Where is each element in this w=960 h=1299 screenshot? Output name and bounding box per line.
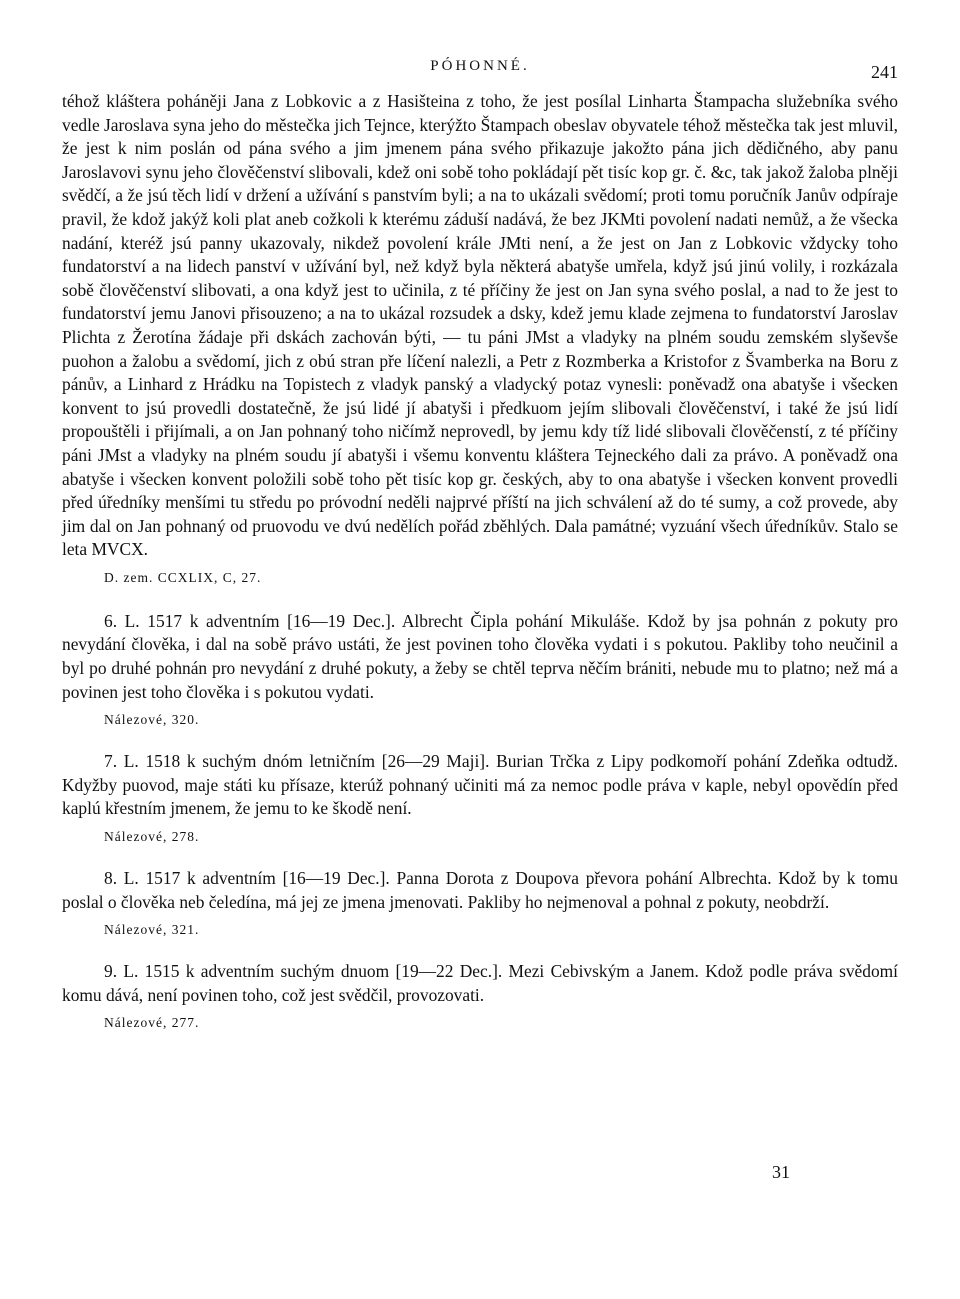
entry-text: 9. L. 1515 k adventním suchým dnuom [19—22 Dec.]. Mezi Cebivským a Janem. Kdož podle práva svědomí komu dává, není povinen toho, což jest svědčil, provozovati. bbox=[62, 961, 898, 1005]
intro-citation: D. zem. CCXLIX, C, 27. bbox=[104, 569, 262, 585]
entry-6 bbox=[62, 610, 898, 730]
entry-citation: Nálezové, 278. bbox=[104, 829, 200, 845]
entry-9 bbox=[62, 960, 898, 1033]
entry-7 bbox=[62, 750, 898, 847]
entry-citation: Nálezové, 320. bbox=[104, 712, 200, 728]
running-head: PÓHONNÉ. bbox=[430, 58, 530, 74]
signature-mark: 31 bbox=[772, 1162, 790, 1182]
entry-citation: Nálezové, 321. bbox=[104, 922, 200, 938]
body-text bbox=[62, 90, 898, 1033]
entry-8 bbox=[62, 867, 898, 940]
entry-text: 8. L. 1517 k adventním [16—19 Dec.]. Panna Dorota z Doupova převora pohání Albrechta. Kdož by k tomu poslal o člověka neb čeledína, má jej ze jmena jmenovati. Pakliby ho nejmenoval a pohnal z pokuty, neobdrží. bbox=[62, 868, 898, 912]
page-header bbox=[62, 50, 898, 90]
entry-text: 6. L. 1517 k adventním [16—19 Dec.]. Albrecht Čipla pohání Mikuláše. Kdož by jsa pohnán z pokuty pro nevydání člověka, i dal na sobě právo ustáti, že jest povinen toho člověka vydati i s pokutou. Pakliby toho neučinil a byl po druhé pohnán pro nevydání z druhé pokuty, a žeby se chtěl teprva něčím brániti, nebude mu to platno; než má a povinen jest toho člověka i s pokutou vydati. bbox=[62, 610, 898, 702]
intro-paragraph: téhož kláštera poháněji Jana z Lobkovic a z Hasišteina z toho, že jest posílal Linharta Štampacha služebníka svého vedle Jaroslava syna jeho do městečka jich Tejnce, kterýžto Štampach obeslav obyvatele téhož městečka tak jest mluvil, že jest k nim poslán od pána svého a jim jmenem pána svého přikazuje jakožto pána jich dědičného, aby panu Jaroslavovi synu jeho člověčenství slibovali, kdež oni sobě toho pokládají pět tisíc kop gr. č. &c, tak jakož žaloba plněji svědčí, a že jsú těch lidí v držení a užívání s panstvím byli; a na to ukázali svědomí; proti tomu poručník Janův odpíraje pravil, že kdož jakýž koli plat aneb cožkoli k kterému záduší nadává, že bez JKMti povolení nadati nemůž, a že všecka nadání, kteréž jsú panny ukazovaly, nikdež povolení krále JMti není, a že jest on Jan z Lobkovic vždycky toho fundatorství a na lidech panství v užívání byl, než když byla některá abatyše umřela, když jsú jinú volily, i rozkázala sobě člověčenství slibovati, a ona když jest to učinila, z té příčiny že jest on Jan syna svého poslal, a nad to že jest to fundatorství jemu Janovi přisouzeno; a na to ukázal rozsudek a dsky, kdež jemu klade zejmena to fundatorství Jaroslav Plichta z Žerotína žádaje při dskách zachován býti, — tu páni JMst a vladyky na plném soudu zemském slyševše puohon a žalobu a svědomí, jich z obú stran pře líčení nalezli, a Petr z Rozmberka a Kristofor z Švamberka na Boru z pánův, a Linhard z Hrádku na Topistech z vladyk panský a vladycký potaz vynesli: poněvadž ona abatyše i všecken konvent to jsú provedli dostatečně, že jsú lidé jí abatyši i předkuom jejím slibovali člověčenství, i také že jsú lidí propouštěli i přijímali, a on Jan pohnaný toho ničímž neprovedl, by jemu kdy tíž lidé slibovali člověčenstí, z té příčiny páni JMst a vladyky na plném soudu jí abatyši i všemu konventu kláštera Tejneckého dali za právo. A poněvadž ona abatyše i všecken konvent položili sobě toho pět tisíc kop gr. českých, aby to ona abatyše i všecken konvent provedli před úředníky menšími tu středu po próvodní neděli najprvé příští na jich schválení až do té sumy, a což provede, aby jim dal on Jan pohnaný od pruovodu ve dvú nedělích pořád zběhlých. Dala památné; vyzuání všech úředníkův. Stalo se leta MVCX. bbox=[62, 91, 898, 560]
page bbox=[62, 50, 898, 1033]
entry-text: 7. L. 1518 k suchým dnóm letničním [26—29 Maji]. Burian Trčka z Lipy podkomoří pohání Zdeňka odtudž. Kdyžby puovod, maje státi ku přísaze, kterúž pohnaný učiniti má za nemoc podle práva v kaple, nebyl opovědín před kaplú křestním jmenem, že jemu to ke škodě není. bbox=[62, 751, 898, 819]
page-number: 241 bbox=[871, 62, 898, 82]
entry-citation: Nálezové, 277. bbox=[104, 1015, 200, 1031]
